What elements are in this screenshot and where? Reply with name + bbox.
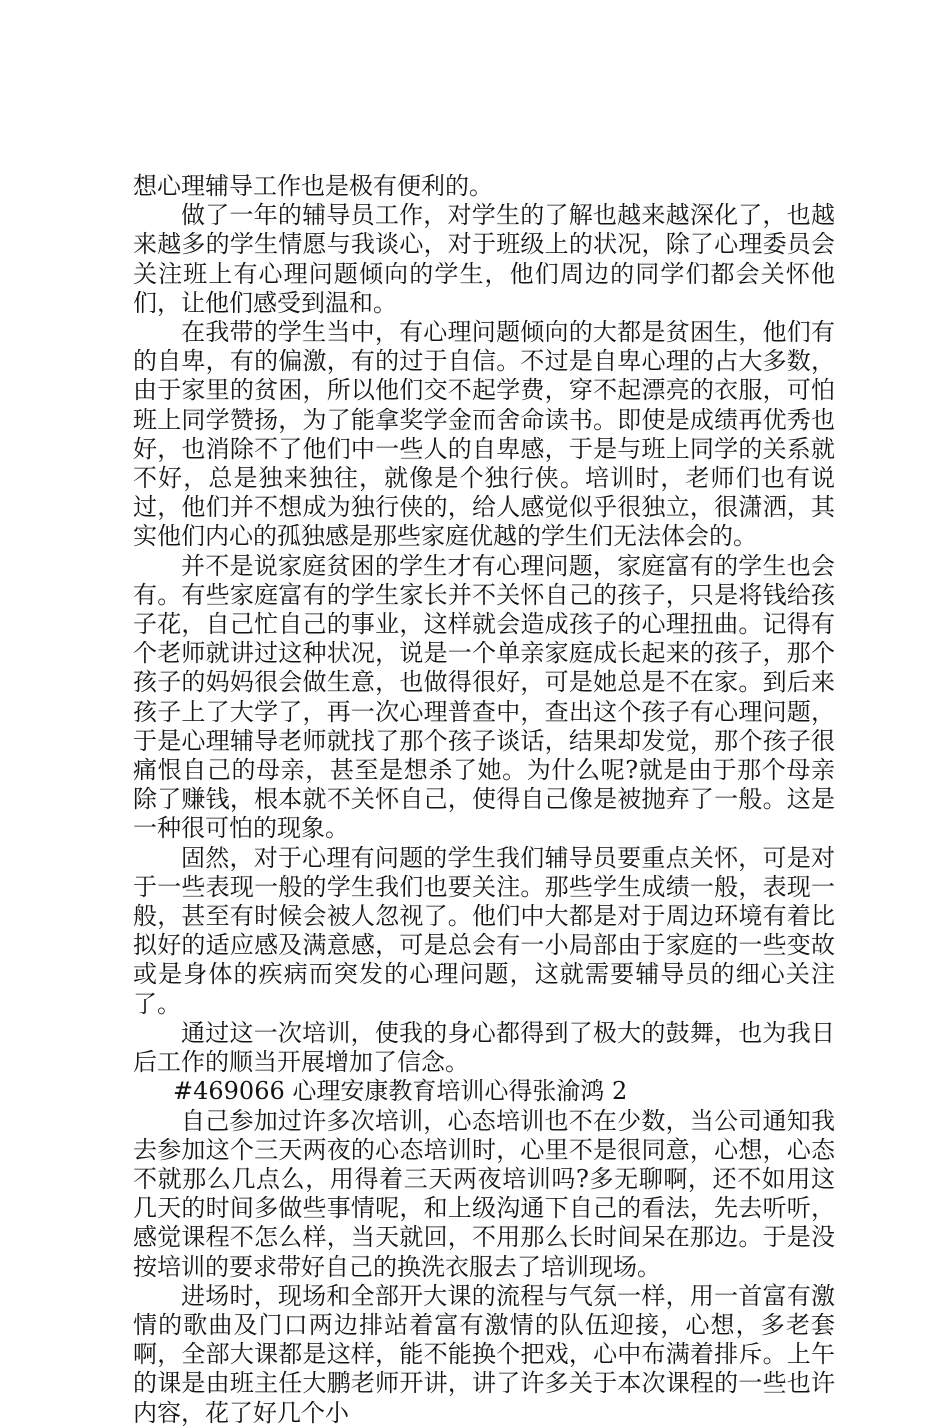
paragraph-1: 想心理辅导工作也是极有便利的。 bbox=[133, 172, 493, 200]
paragraph-2: 做了一年的辅导员工作，对学生的了解也越来越深化了，也越来越多的学生情愿与我谈心，对于班级上的状况，除了心理委员会关注班上有心理问题倾向的学生，他们周边的同学们都会关怀他们，让他们感受到温和。 bbox=[133, 201, 835, 317]
document-body bbox=[133, 172, 835, 1428]
paragraph-6: 通过这一次培训，使我的身心都得到了极大的鼓舞，也为我日后工作的顺当开展增加了信念。 bbox=[133, 1018, 835, 1077]
paragraph-4: 并不是说家庭贫困的学生才有心理问题，家庭富有的学生也会有。有些家庭富有的学生家长并不关怀自己的孩子，只是将钱给孩子花，自己忙自己的事业，这样就会造成孩子的心理扭曲。记得有个老师就讲过这种状况，说是一个单亲家庭成长起来的孩子，那个孩子的妈妈很会做生意，也做得很好，可是她总是不在家。到后来孩子上了大学了，再一次心理普查中，查出这个孩子有心理问题，于是心理辅导老师就找了那个孩子谈话，结果却发觉，那个孩子很痛恨自己的母亲，甚至是想杀了她。为什么呢?就是由于那个母亲除了赚钱，根本就不关怀自己，使得自己像是被抛弃了一般。这是一种很可怕的现象。 bbox=[133, 551, 835, 843]
paragraph-8: 进场时，现场和全部开大课的流程与气氛一样，用一首富有激情的歌曲及门口两边排站着富有激情的队伍迎接，心想，多老套啊，全部大课都是这样，能不能换个把戏，心中布满着排斥。上午的课是由班主任大鹏老师开讲，讲了许多关于本次课程的一些也许内容，花了好几个小 bbox=[133, 1281, 835, 1427]
paragraph-7: 自己参加过许多次培训，心态培训也不在少数，当公司通知我去参加这个三天两夜的心态培训时，心里不是很同意，心想，心态不就那么几点么，用得着三天两夜培训吗?多无聊啊，还不如用这几天的时间多做些事情呢，和上级沟通下自己的看法，先去听听，感觉课程不怎么样，当天就回，不用那么长时间呆在那边。于是没按培训的要求带好自己的换洗衣服去了培训现场。 bbox=[133, 1106, 835, 1281]
section-heading: #469066 心理安康教育培训心得张渝鸿 2 bbox=[173, 1077, 628, 1106]
paragraph-3: 在我带的学生当中，有心理问题倾向的大都是贫困生，他们有的自卑，有的偏激，有的过于自信。不过是自卑心理的占大多数，由于家里的贫困，所以他们交不起学费，穿不起漂亮的衣服，可怕班上同学赞扬，为了能拿奖学金而舍命读书。即使是成绩再优秀也好，也消除不了他们中一些人的自卑感，于是与班上同学的关系就不好，总是独来独往，就像是个独行侠。培训时，老师们也有说过，他们并不想成为独行侠的，给人感觉似乎很独立，很潇洒，其实他们内心的孤独感是那些家庭优越的学生们无法体会的。 bbox=[133, 318, 835, 551]
paragraph-5: 固然，对于心理有问题的学生我们辅导员要重点关怀，可是对于一些表现一般的学生我们也要关注。那些学生成绩一般，表现一般，甚至有时候会被人忽视了。他们中大都是对于周边环境有着比拟好的适应感及满意感，可是总会有一小局部由于家庭的一些变故或是身体的疾病而突发的心理问题，这就需要辅导员的细心关注了。 bbox=[133, 843, 835, 1018]
